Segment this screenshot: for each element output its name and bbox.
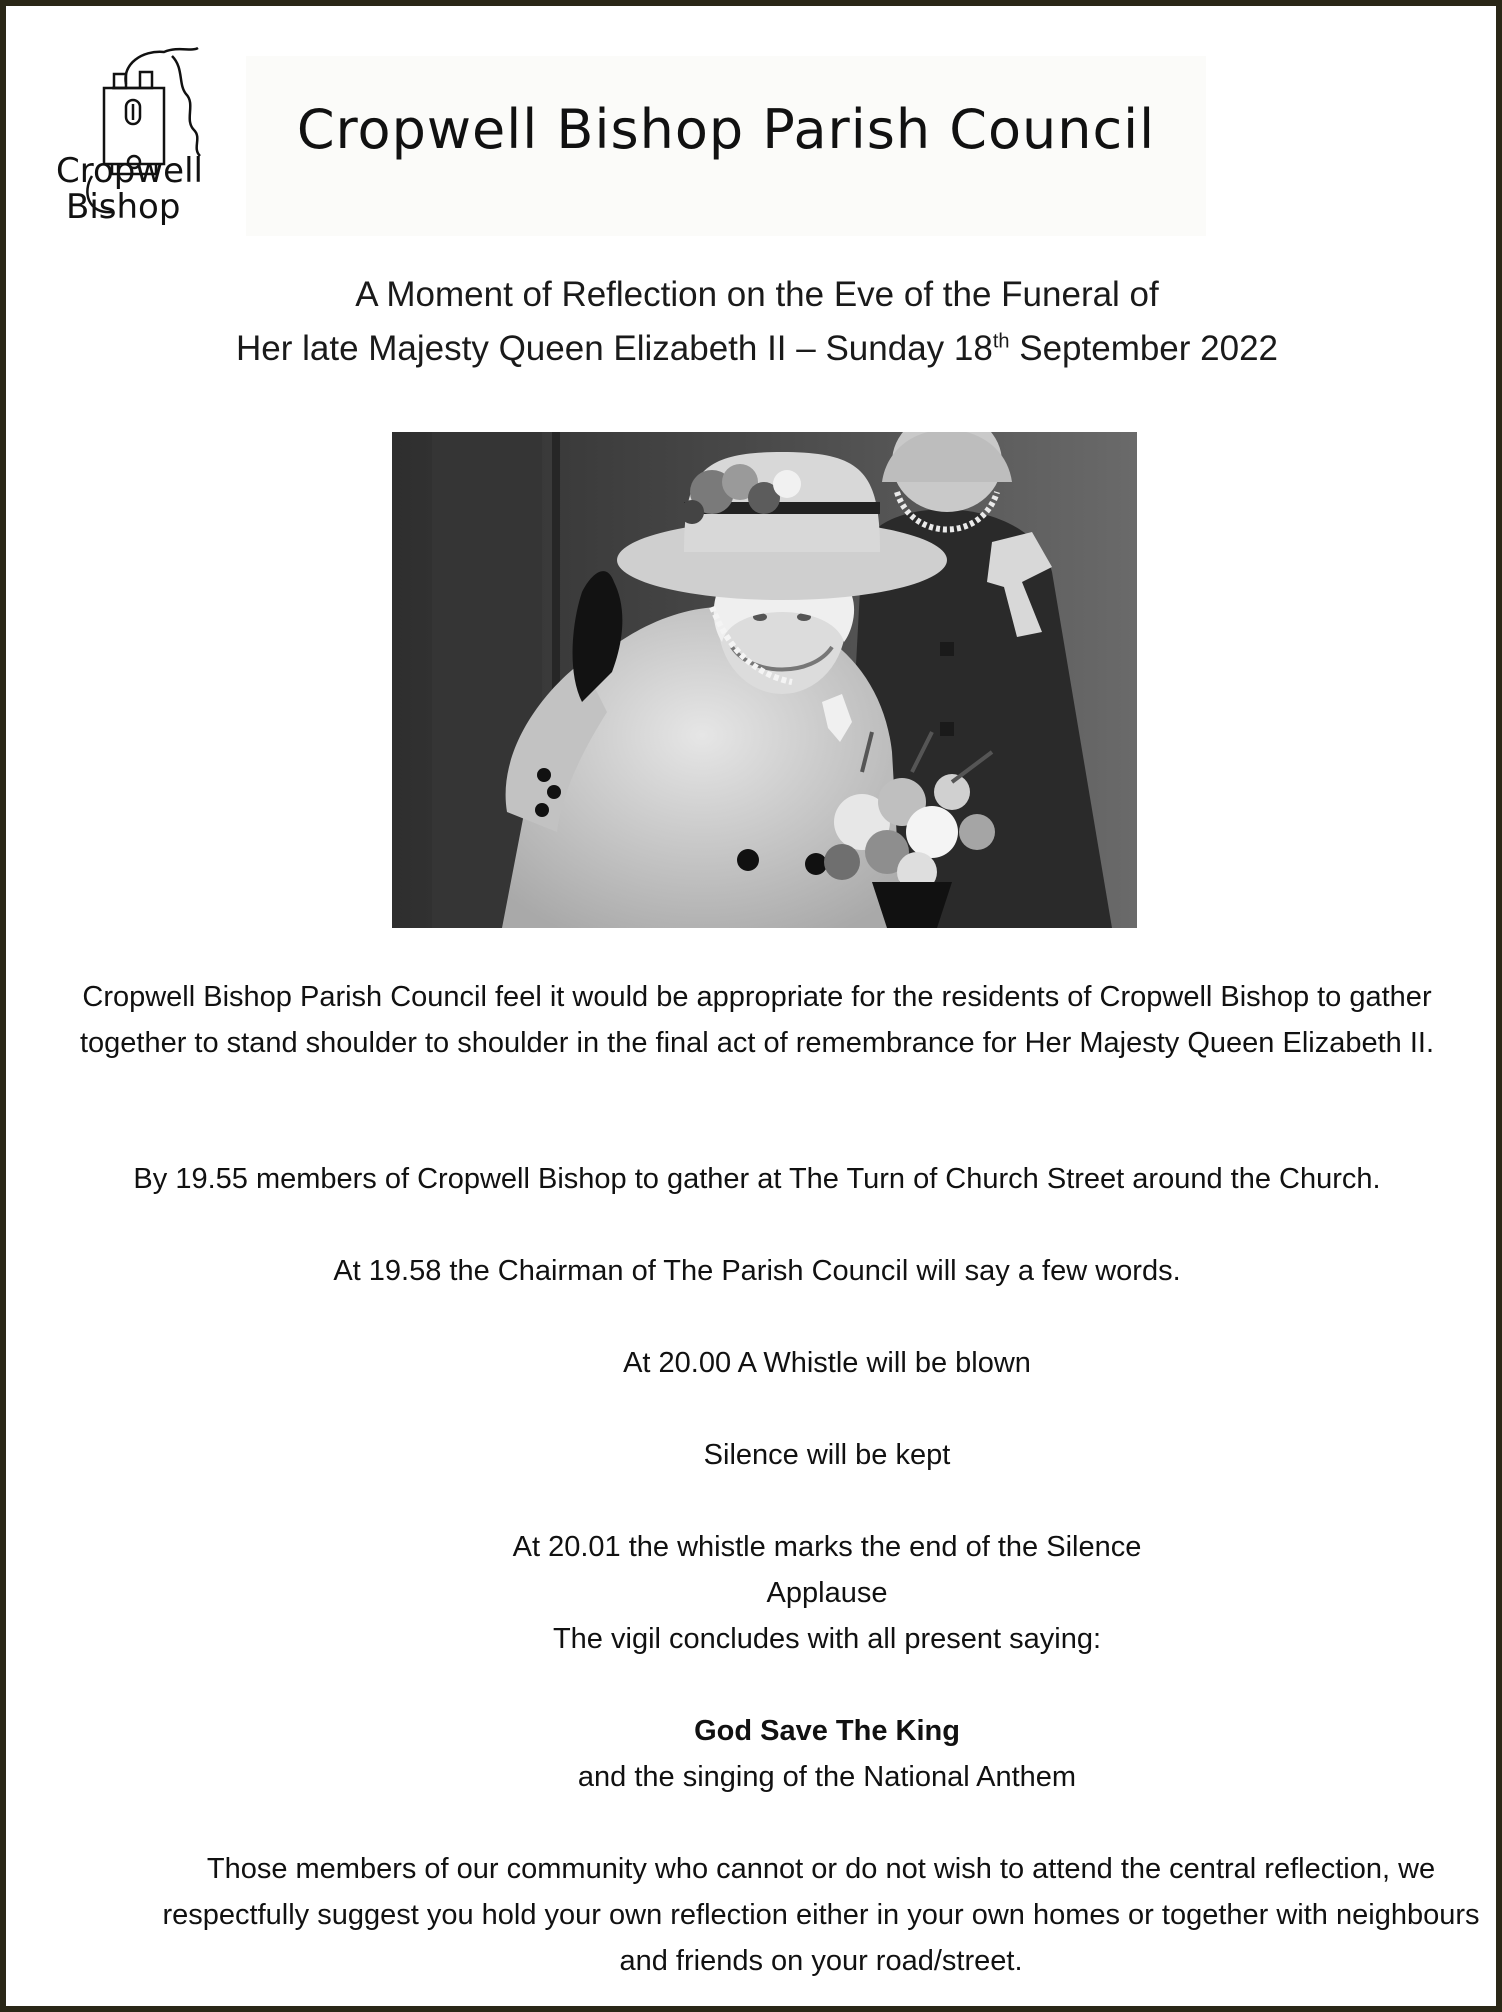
- chairman-time-text: At 19.58 the Chairman of The Parish Council will say a few words.: [333, 1255, 1181, 1287]
- queen-waving-image: [392, 432, 1137, 928]
- headline-date-text: Her late Majesty Queen Elizabeth II – Sunday 18: [235, 329, 993, 368]
- closing-paragraph: Those members of our community who cannot or do not wish to attend the central reflection, we respectfully suggest you hold your own reflection either in your own homes or together with neighbours and friends on your road/street.: [162, 1853, 1480, 1977]
- council-title: Cropwell Bishop Parish Council: [296, 98, 1156, 161]
- god-save-the-king-text: God Save The King: [694, 1715, 960, 1747]
- headline-line-2: [6, 322, 1502, 376]
- header-banner: [246, 56, 1206, 236]
- headline-date-suffix: th: [992, 330, 1010, 353]
- silence-text: Silence will be kept: [703, 1439, 951, 1471]
- end-silence-text: At 20.01 the whistle marks the end of the Silence: [512, 1531, 1142, 1563]
- headline-line-1: A Moment of Reflection on the Eve of the Funeral of: [355, 275, 1159, 314]
- whistle-time-text: At 20.00 A Whistle will be blown: [623, 1347, 1031, 1379]
- logo-text-bishop: Bishop: [66, 187, 181, 227]
- queen-photo: [392, 432, 1137, 928]
- church-logo: [52, 44, 232, 244]
- headline-month-year: September 2022: [1009, 329, 1279, 368]
- headline: [6, 268, 1502, 376]
- national-anthem-text: and the singing of the National Anthem: [577, 1761, 1077, 1793]
- applause-text: Applause: [766, 1577, 888, 1609]
- vigil-text: The vigil concludes with all present saying:: [552, 1623, 1102, 1655]
- logo-text-cropwell: Cropwell: [56, 151, 203, 191]
- gather-time-text: By 19.55 members of Cropwell Bishop to gather at The Turn of Church Street around the Church.: [133, 1163, 1381, 1195]
- intro-paragraph: Cropwell Bishop Parish Council feel it would be appropriate for the residents of Cropwell Bishop to gather together to stand shoulder to shoulder in the final act of remembrance for Her Majesty Queen Elizabeth II.: [79, 981, 1435, 1059]
